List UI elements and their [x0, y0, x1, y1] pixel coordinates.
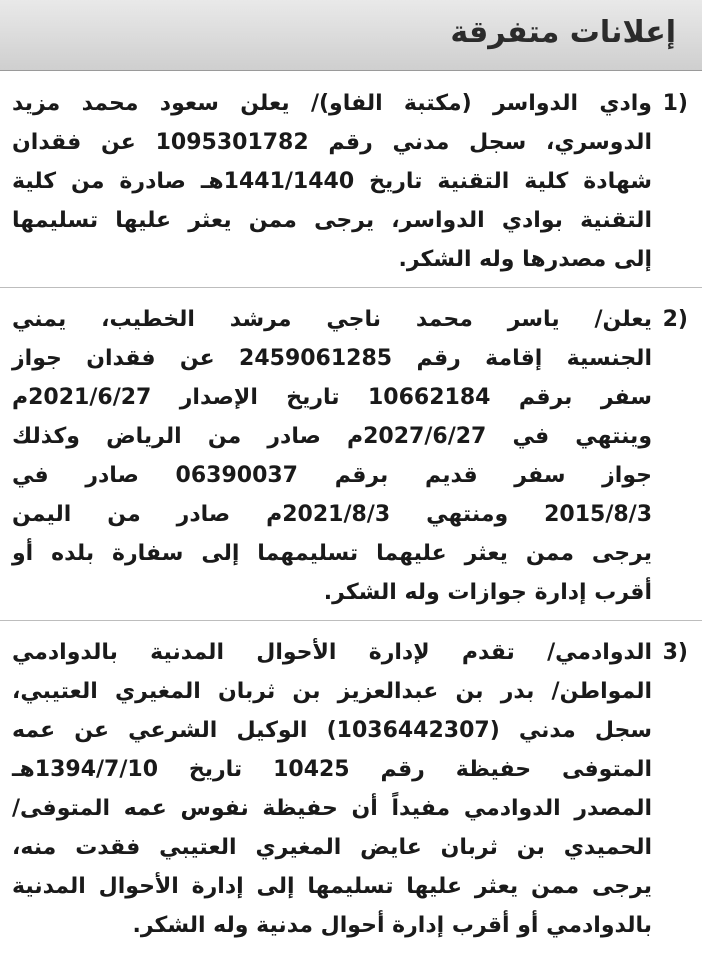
notice-line: الحميدي بن ثربان عايض المغيري العتيبي فقدت منه، [12, 835, 652, 860]
notice-number: 2) [662, 307, 688, 332]
notice-1 [0, 84, 702, 279]
notice-line: بالدوادمي أو أقرب إدارة أحوال مدنية وله الشكر. [132, 913, 652, 938]
notice-line: سفر برقم 10662184 تاريخ الإصدار 2021/6/27م [12, 385, 652, 410]
notice-line: أقرب إدارة جوازات وله الشكر. [323, 580, 652, 605]
notice-number: 1) [662, 91, 688, 116]
section-title: إعلانات متفرقة [450, 15, 676, 50]
notice-2 [0, 300, 702, 612]
notice-line: شهادة كلية التقنية تاريخ 1441/1440هـ صادرة من كلية [12, 169, 652, 194]
notice-number: 3) [662, 640, 688, 665]
notice-line: إلى مصدرها وله الشكر. [398, 247, 652, 272]
notice-line: 2015/8/3 ومنتهي 2021/8/3م صادر من اليمن [12, 502, 653, 527]
notice-line: يرجى ممن يعثر عليهما تسليمهما إلى سفارة بلده أو [12, 541, 652, 566]
notice-line: المتوفى حفيظة رقم 10425 تاريخ 1394/7/10هـ [12, 757, 653, 782]
notice-line: وادي الدواسر (مكتبة الفاو)/ يعلن سعود محمد مزيد [12, 91, 652, 116]
notice-line: التقنية بوادي الدواسر، يرجى ممن يعثر عليها تسليمها [12, 208, 652, 233]
section-header [0, 0, 702, 71]
notice-line: المصدر الدوادمي مفيداً أن حفيظة نفوس عمه المتوفى/ [12, 796, 652, 821]
notice-line: سجل مدني (1036442307) الوكيل الشرعي عن عمه [12, 718, 652, 743]
notice-line: الجنسية إقامة رقم 2459061285 عن فقدان جواز [12, 346, 652, 371]
notice-divider [0, 287, 702, 288]
notice-line: جواز سفر قديم برقم 06390037 صادر في [12, 463, 652, 488]
notice-line: يعلن/ ياسر محمد ناجي مرشد الخطيب، يمني [12, 307, 652, 332]
notice-line: المواطن/ بدر بن عبدالعزيز بن ثربان المغيري العتيبي، [12, 679, 652, 704]
notice-line: الدوادمي/ تقدم لإدارة الأحوال المدنية بالدوادمي [12, 640, 652, 665]
notice-line: وينتهي في 2027/6/27م صادر من الرياض وكذلك [12, 424, 652, 449]
notice-line: الدوسري، سجل مدني رقم 1095301782 عن فقدان [12, 130, 652, 155]
notice-divider [0, 620, 702, 621]
notice-3 [0, 633, 702, 945]
notice-line: يرجى ممن يعثر عليها تسليمها إلى إدارة الأحوال المدنية [12, 874, 652, 899]
